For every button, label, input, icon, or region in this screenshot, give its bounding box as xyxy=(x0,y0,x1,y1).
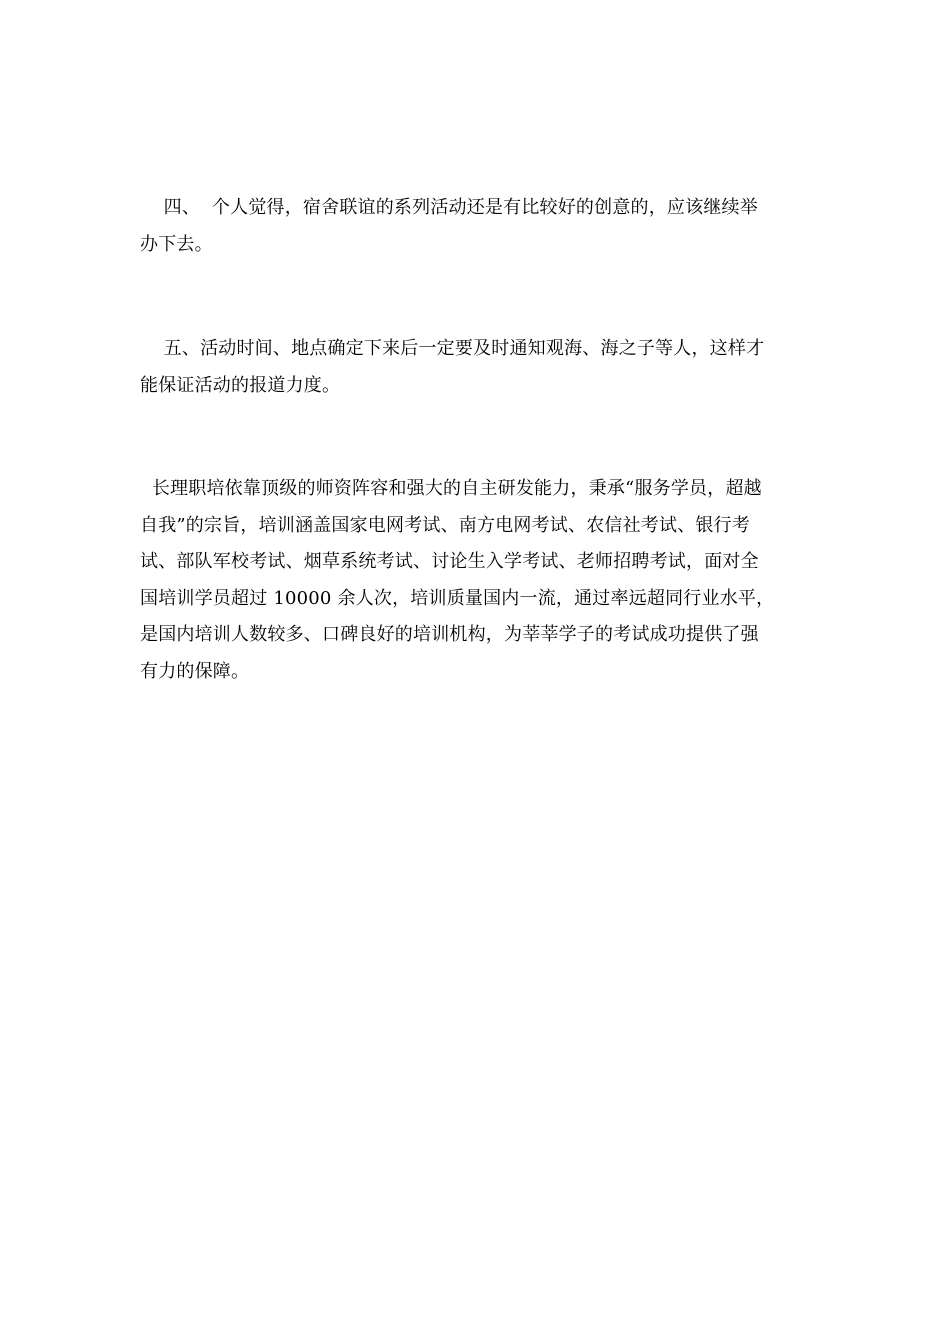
paragraph-line: 是国内培训人数较多、口碑良好的培训机构，为莘莘学子的考试成功提供了强 xyxy=(140,624,759,645)
paragraph-line: 能保证活动的报道力度。 xyxy=(140,374,341,396)
paragraph-line: 试、部队军校考试、烟草系统考试、讨论生入学考试、老师招聘考试，面对全 xyxy=(140,551,759,572)
training-intro-paragraph xyxy=(140,471,810,690)
paragraph-line: 办下去。 xyxy=(140,233,213,255)
paragraph-line: 有力的保障。 xyxy=(140,660,250,682)
paragraph-line: 自我”的宗旨，培训涵盖国家电网考试、南方电网考试、农信社考试、银行考 xyxy=(140,514,750,536)
paragraph-line: 五、活动时间、地点确定下来后一定要及时通知观海、海之子等人，这样才 xyxy=(140,338,765,359)
paragraph-four xyxy=(140,190,810,263)
paragraph-line: 长理职培依靠顶级的师资阵容和强大的自主研发能力，秉承“服务学员，超越 xyxy=(140,478,762,499)
paragraph-five xyxy=(140,331,810,404)
paragraph-line: 四、 个人觉得，宿舍联谊的系列活动还是有比较好的创意的，应该继续举 xyxy=(140,197,758,218)
paragraph-line: 国培训学员超过 10000 余人次，培训质量国内一流，通过率远超同行业水平， xyxy=(140,587,775,609)
